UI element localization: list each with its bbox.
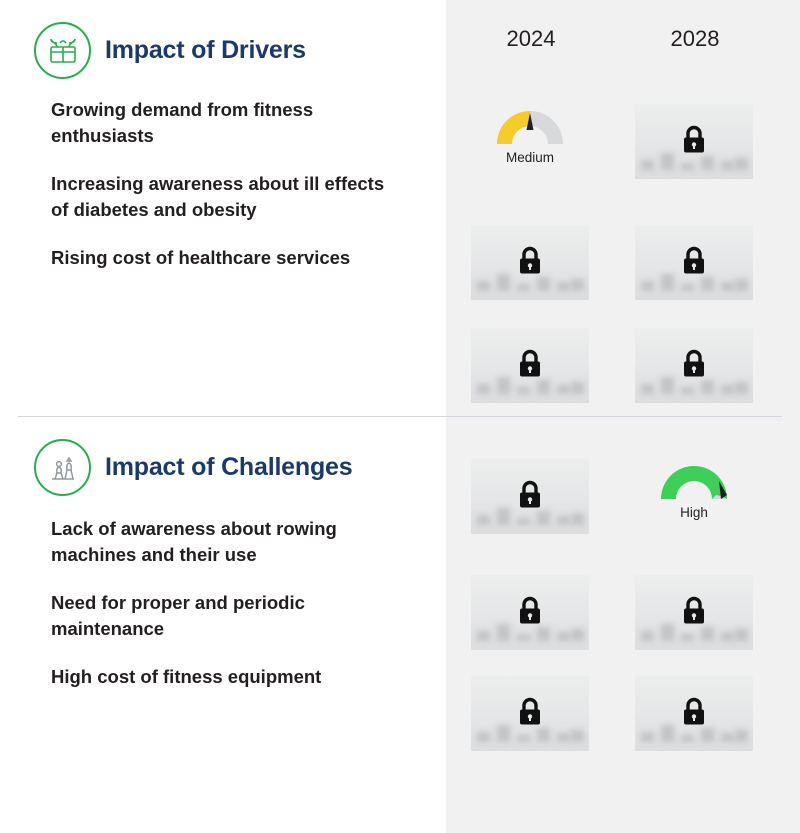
lock-icon [516,594,544,631]
lock-icon [680,123,708,160]
column-header-2028: 2028 [670,26,720,51]
cell-drivers-r3-2024 [471,328,589,403]
list-item: Need for proper and periodic maintenance [51,592,305,639]
locked-placeholder[interactable] [471,225,589,300]
list-item: High cost of fitness equipment [51,666,322,687]
gauge-label: High [680,505,708,520]
cell-drivers-r3-2028 [635,328,753,403]
cell-drivers-r1-2024 [471,100,589,175]
list-item: Increasing awareness about ill effects of diabetes and obesity [51,173,385,220]
gauge-label: Medium [505,150,554,165]
lock-icon [680,347,708,384]
lock-icon [516,244,544,281]
locked-placeholder[interactable] [471,676,589,751]
list-item: Lack of awareness about rowing machines and their use [51,518,337,565]
gauge-high [635,455,753,530]
lock-icon [516,478,544,515]
cell-drivers-r1-2028 [635,104,753,179]
lock-icon [516,695,544,732]
right-data-panel [446,0,800,833]
cell-challenges-r3-2024 [471,676,589,751]
locked-placeholder[interactable] [471,328,589,403]
locked-placeholder[interactable] [471,575,589,650]
section-challenges [0,417,446,833]
section-drivers [0,0,446,416]
lock-icon [680,695,708,732]
cell-drivers-r2-2024 [471,225,589,300]
cell-challenges-r3-2028 [635,676,753,751]
cell-drivers-r2-2028 [635,225,753,300]
cell-challenges-r2-2028 [635,575,753,650]
locked-placeholder[interactable] [635,104,753,179]
section-divider [18,416,782,417]
section-drivers-bullets [0,79,446,271]
cell-challenges-r1-2028 [635,455,753,530]
column-header-2024: 2024 [506,26,556,51]
section-challenges-bullets [0,496,446,690]
locked-placeholder[interactable] [635,575,753,650]
section-challenges-title: Impact of Challenges [105,453,353,481]
section-drivers-header [0,0,446,79]
column-headers [446,0,800,80]
cell-challenges-r1-2024 [471,459,589,534]
section-challenges-header [0,417,446,496]
locked-placeholder[interactable] [635,225,753,300]
challenges-icon [34,439,91,496]
lock-icon [680,244,708,281]
locked-placeholder[interactable] [471,459,589,534]
section-drivers-title: Impact of Drivers [105,36,306,64]
drivers-icon [34,22,91,79]
cell-challenges-r2-2024 [471,575,589,650]
list-item: Growing demand from fitness enthusiasts [51,99,314,146]
locked-placeholder[interactable] [635,328,753,403]
lock-icon [516,347,544,384]
gauge-medium [471,100,589,175]
lock-icon [680,594,708,631]
locked-placeholder[interactable] [635,676,753,751]
list-item: Rising cost of healthcare services [51,247,351,268]
